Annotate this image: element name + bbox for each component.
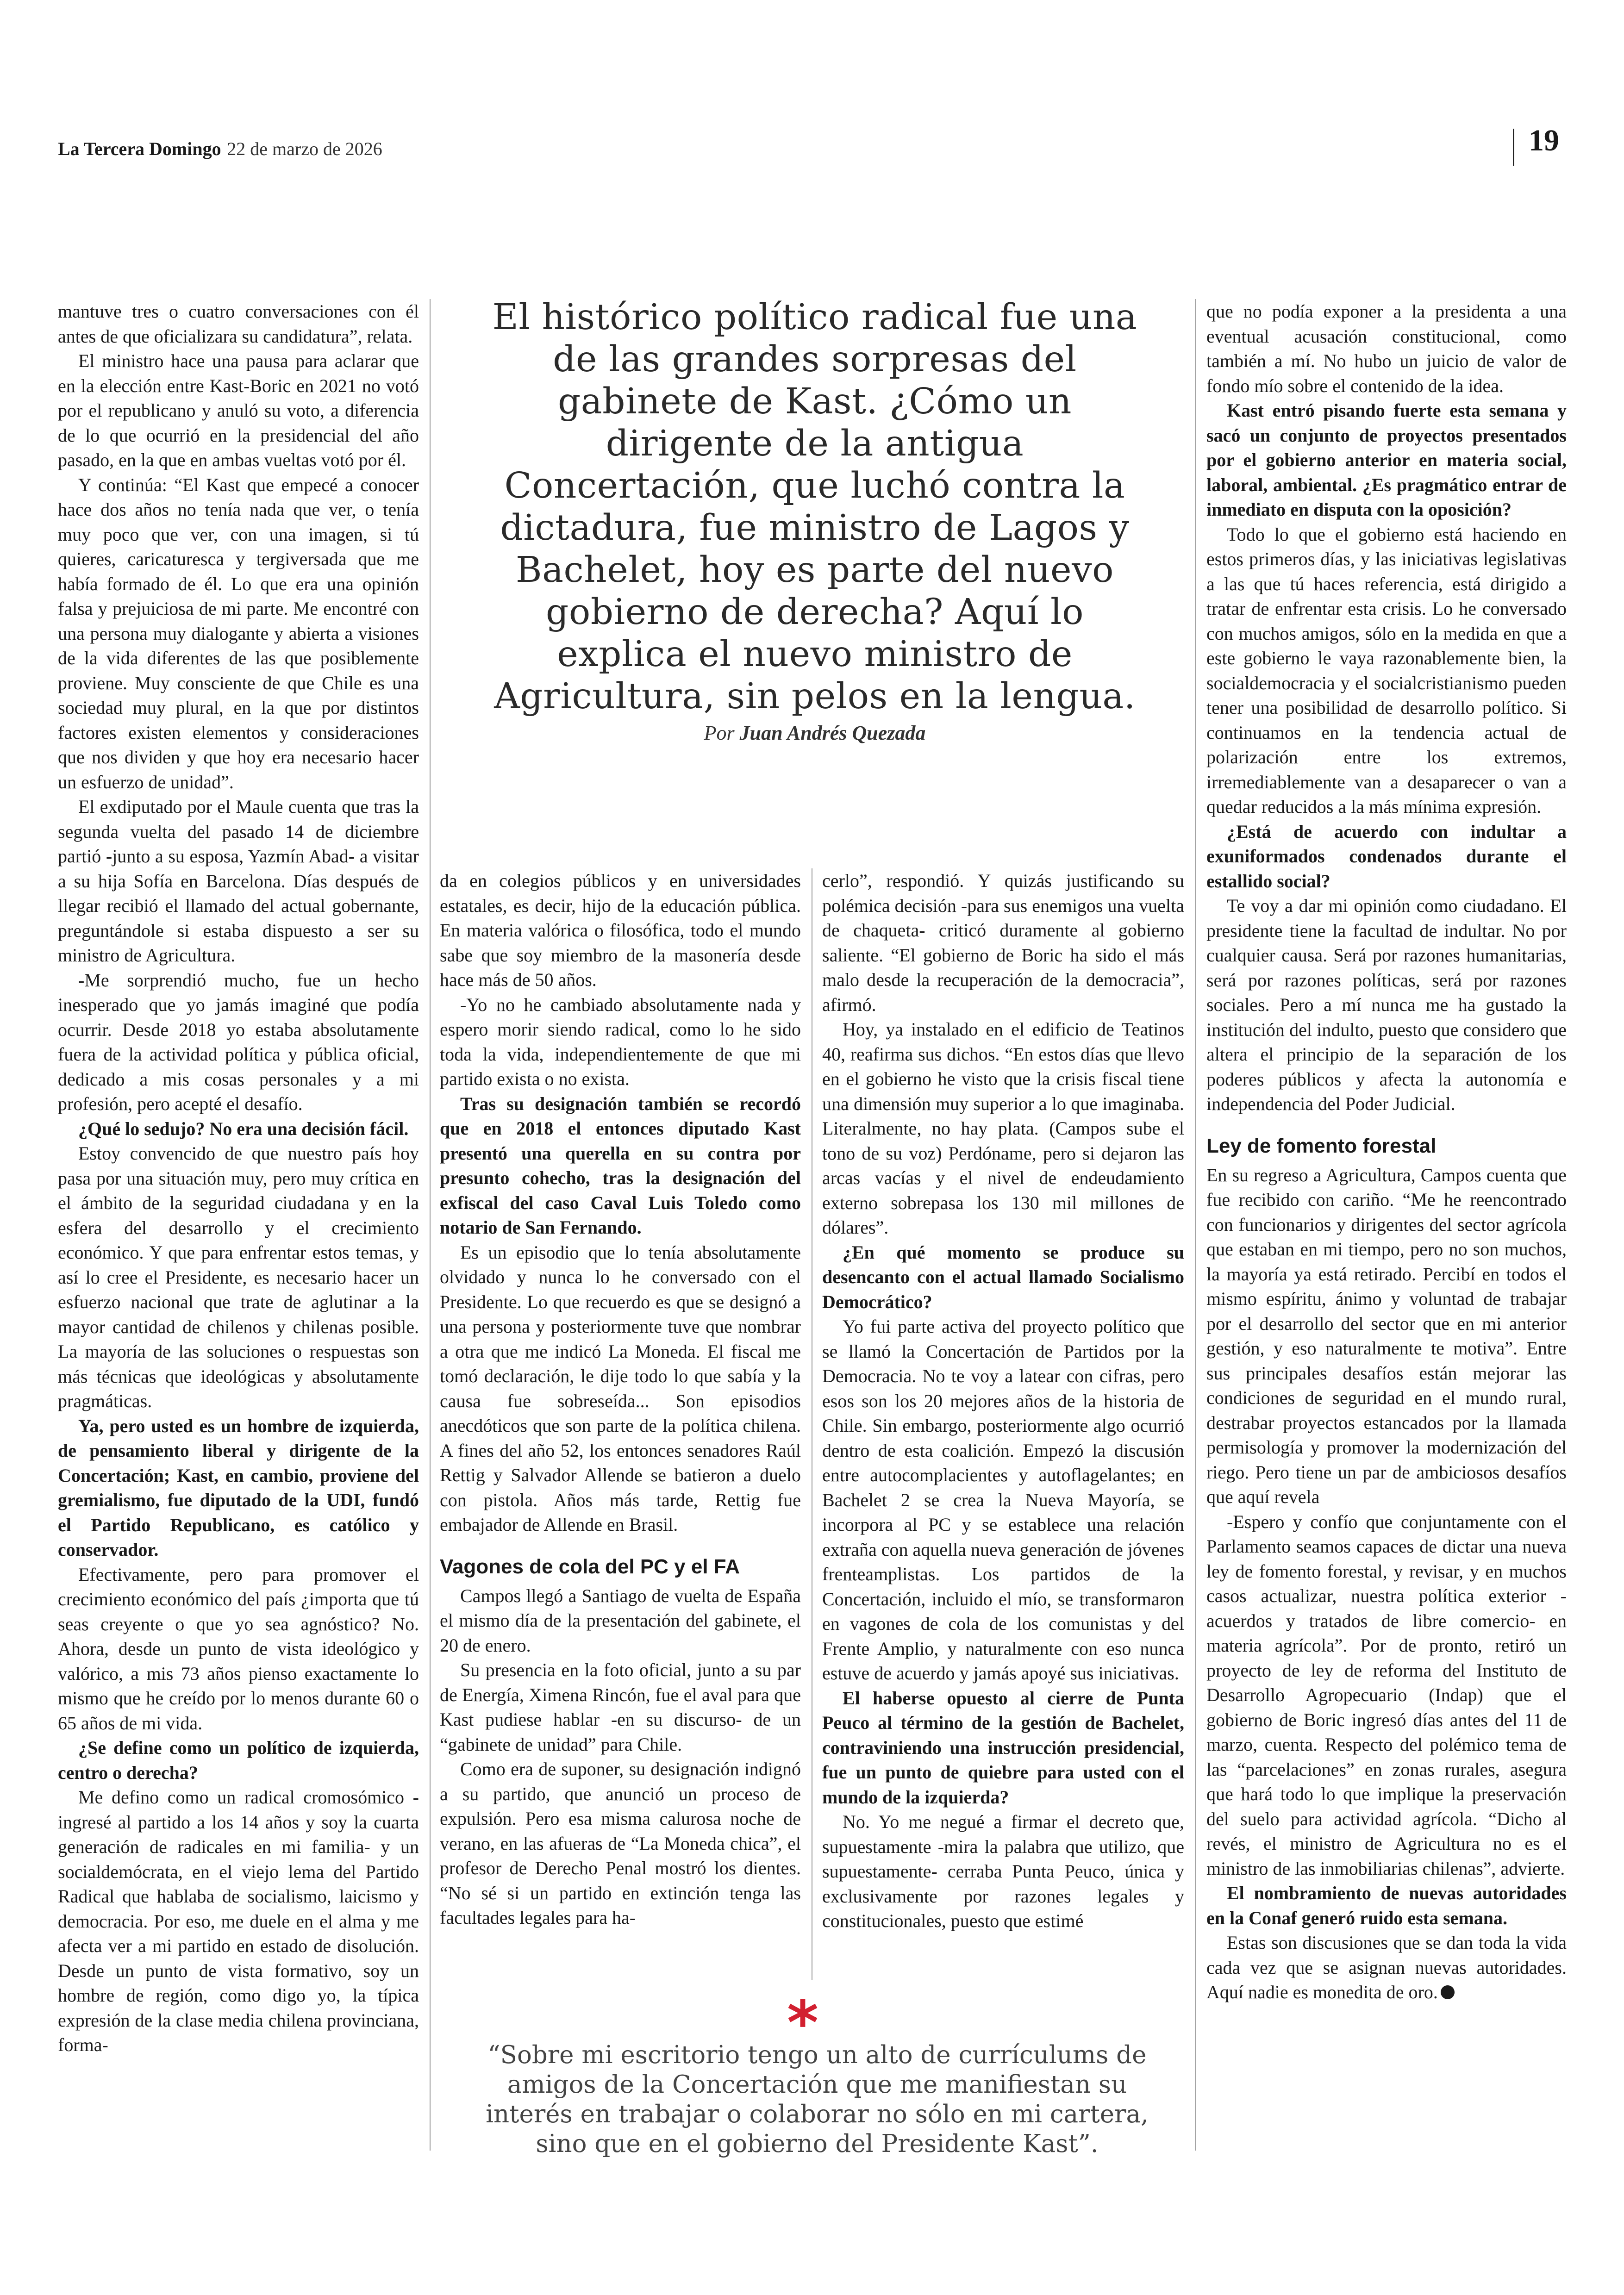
pull-quote: “Sobre mi escritorio tengo un alto de currículums de amigos de la Concertación que me manifiestan su interés en trabajar o colaborar no sólo en mi cartera, sino que en el gobierno del Presidente Kast”. (486, 2041, 1149, 2158)
paragraph: Campos llegó a Santiago de vuelta de España el mismo día de la presentación del gabinete, el 20 de enero. (440, 1585, 801, 1656)
interview-question: ¿Se define como un político de izquierda, centro o derecha? (58, 1737, 419, 1783)
interview-question: ¿Está de acuerdo con indultar a exuniformados condenados durante el estallido social? (1206, 821, 1567, 892)
paragraph: Es un episodio que lo tenía absolutamente olvidado y nunca lo he conversado con el Presidente. Lo que recuerdo es que se designó a una persona y posteriormente tuve que nombrar a otra que me indicó La Moneda. El fiscal me tomó declaración, le dije todo lo que sabía y la causa fue sobreseída... Son episodios anecdóticos que son parte de la política chilena. A fines del año 52, los entonces senadores Raúl Rettig y Salvador Allende se batieron a duelo con pistola. Años más tarde, Rettig fue embajador de Allende en Brasil. (440, 1241, 801, 1535)
asterisk-icon: * (787, 1988, 818, 2058)
paragraph: Todo lo que el gobierno está haciendo en estos primeros días, y las iniciativas legislativas a las que tú haces referencia, está dirigido a tratar de enfrentar esta crisis. Lo he conversado con muchos amigos, sólo en la medida en que a este gobierno le vaya razonablemente bien, la socialdemocracia y el socialcristianismo pueden tener una posibilidad de desarrollo político. Si continuamos en la tendencia actual de polarización entre los extremos, irremediablemente van a desaparecer o van a quedar reducidos a la más mínima expresión. (1206, 524, 1567, 817)
paragraph: Y continúa: “El Kast que empecé a conocer hace dos años no tenía nada que ver, o tenía muy poco que ver, con una imagen, si tú quieres, caricaturesca y tergiversada que me había formado de él. Lo que era una opinión falsa y prejuiciosa de mi parte. Me encontré con una persona muy dialogante y abierta a visiones de la vida diferentes de las que posiblemente proviene. Muy consciente de que Chile es una sociedad muy plural, en la que por distintos factores existen elementos y consideraciones que nos dividen y que hoy era necesario hacer un esfuerzo de unidad”. (58, 474, 419, 792)
paragraph: El exdiputado por el Maule cuenta que tras la segunda vuelta del pasado 14 de diciembre partió -junto a su esposa, Yazmín Abad- a visitar a su hija Sofía en Barcelona. Días después de llegar recibió el llamado del actual gobernante, preguntándole si estaba dispuesto a ser su ministro de Agricultura. (58, 796, 419, 966)
byline-prefix: Por (704, 722, 735, 744)
article-column-4 (1206, 299, 1567, 2151)
publication-date: 22 de marzo de 2026 (227, 138, 382, 159)
interview-question: Tras su designación también se recordó que en 2018 el entonces diputado Kast presentó una querella en su contra por presunto cohecho, tras la designación del exfiscal del caso Caval Luis Toledo como notario de San Fernando. (440, 1093, 801, 1238)
interview-question: El haberse opuesto al cierre de Punta Peuco al término de la gestión de Bachelet, contraviniendo una instrucción presidencial, fue un punto de quiebre para usted con el mundo de la izquierda? (822, 1687, 1184, 1808)
interview-question: El nombramiento de nuevas autoridades en la Conaf generó ruido esta semana. (1206, 1883, 1567, 1928)
paragraph: En su regreso a Agricultura, Campos cuenta que fue recibido con cariño. “Me he reencontrado con funcionarios y dirigentes del sector agrícola que estaban en mi tiempo, pero no son muchos, la mayoría ya está retirado. Percibí en todos el mismo espíritu, ánimo y voluntad de trabajar por el desarrollo del sector que en mi anterior gestión, y eso naturalmente te motiva”. Entre sus principales desafíos están mejorar las condiciones de seguridad en el mundo rural, destrabar proyectos estancados por la llamada permisología y promover la modernización del riego. Pero tiene un par de ambiciosos desafíos que aquí revela (1206, 1164, 1567, 1507)
interview-question: Kast entró pisando fuerte esta semana y sacó un conjunto de proyectos presentados por el gobierno anterior en materia social, laboral, ambiental. ¿Es pragmático entrar de inmediato en disputa con la oposición? (1206, 400, 1567, 520)
end-of-article-icon (1441, 1985, 1455, 1999)
page-number-divider (1513, 129, 1514, 166)
paragraph (1206, 1930, 1567, 2005)
paragraph: que no podía exponer a la presidenta a una eventual acusación constitucional, como también a mí. No hubo un juicio de valor de fondo mío sobre el contenido de la idea. (1206, 301, 1567, 396)
column-divider (430, 299, 431, 2151)
section-heading: Vagones de cola del PC y el FA (440, 1555, 740, 1578)
page-number: 19 (1529, 124, 1559, 157)
paragraph: El ministro hace una pausa para aclarar que en la elección entre Kast-Boric en 2021 no votó por el republicano y anuló su voto, a diferencia de lo que ocurrió en la presidencial del año pasado, en la que en ambas vueltas votó por él. (58, 350, 419, 470)
publication-name: La Tercera Domingo (58, 138, 221, 159)
paragraph: da en colegios públicos y en universidades estatales, es decir, hijo de la educación pública. En materia valórica o filosófica, todo el mundo sabe que soy miembro de la masonería desde hace más de 50 años. (440, 870, 801, 990)
paragraph: -Yo no he cambiado absolutamente nada y espero morir siendo radical, como lo he sido toda la vida, independientemente de que mi partido exista o no exista. (440, 994, 801, 1089)
paragraph: Me defino como un radical cromosómico -ingresé al partido a los 14 años y soy la cuarta generación de radicales en mi familia- y un socialdemócrata, en el viejo lema del Partido Radical que hablaba de socialismo, laicismo y democracia. Por eso, me duele en el alma y me afecta ver a mi partido en estado de disolución. Desde un punto de vista formativo, soy un hombre de región, como digo yo, la típica expresión de la clase media chilena provinciana, forma- (58, 1787, 419, 2055)
section-heading: Ley de fomento forestal (1206, 1134, 1437, 1157)
byline (481, 721, 1148, 745)
article-column-2 (440, 868, 801, 1980)
article-column-3 (822, 868, 1184, 1980)
interview-question: ¿Qué lo sedujo? No era una decisión fácil. (78, 1118, 409, 1139)
interview-question: ¿En qué momento se produce su desencanto con el actual llamado Socialismo Democrático? (822, 1241, 1184, 1312)
paragraph: cerlo”, respondió. Y quizás justificando su polémica decisión -para sus enemigos una vuelta de chaqueta- criticó duramente al gobierno saliente. “El gobierno de Boric ha sido el más malo desde la recuperación de la democracia”, afirmó. (822, 870, 1184, 1015)
paragraph: Te voy a dar mi opinión como ciudadano. El presidente tiene la facultad de indultar. No por cualquier causa. Será por razones humanitarias, será por razones políticas, será por razones sociales. Pero a mí nunca me ha gustado la institución del indulto, puesto que considero que altera el principio de la separación de los poderes públicos y afecta la autonomía e independencia del Poder Judicial. (1206, 895, 1567, 1114)
paragraph: -Espero y confío que conjuntamente con el Parlamento seamos capaces de dictar una nueva ley de fomento forestal, y revisar, y en muchos casos actualizar, nuestra política exterior -acuerdos y tratados de libre comercio- en materia agrícola”. Por de pronto, retiró un proyecto de ley de reforma del Instituto de Desarrollo Agropecuario (Indap) que el gobierno de Boric ingresó días antes del 11 de marzo, cuenta. Respecto del polémico tema de las “parcelaciones” en zonas rurales, asegura que hará todo lo que implique la preservación del suelo para actividad agrícola. “Dicho al revés, el ministro de Agricultura no es el ministro de las inmobiliarias chilenas”, advierte. (1206, 1511, 1567, 1879)
paragraph: No. Yo me negué a firmar el decreto que, supuestamente -mira la palabra que utilizo, que supuestamente- cerraba Punta Peuco, única y exclusivamente por razones legales y constitucionales, puesto que estimé (822, 1811, 1184, 1931)
paragraph: Como era de suponer, su designación indignó a su partido, que anunció un proceso de expulsión. Pero esa misma calurosa noche de verano, en las afueras de “La Moneda chica”, el profesor de Derecho Penal mostró los dientes. “No sé si un partido en extinción tenga las facultades legales para ha- (440, 1759, 801, 1928)
paragraph: Hoy, ya instalado en el edificio de Teatinos 40, reafirma sus dichos. “En estos días que llevo en el gobierno he visto que la crisis fiscal tiene una dimensión muy superior a lo que imaginaba. Literalmente, no hay plata. (Campos sube el tono de su voz) Perdóname, pero si dejaron las arcas vacías y el nivel de endeudamiento externo sobrepasa los 130 mil millones de dólares”. (822, 1019, 1184, 1238)
paragraph: mantuve tres o cuatro conversaciones con él antes de que oficializara su candidatura”, relata. (58, 301, 419, 347)
paragraph: Estoy convencido de que nuestro país hoy pasa por una situación muy, pero muy crítica en el ámbito de la seguridad ciudadana y en la esfera del desarrollo y el crecimiento económico. Y que para enfrentar estos temas, y así lo cree el Presidente, es necesario hacer un esfuerzo nacional que trate de aglutinar a la mayor cantidad de chilenos y chilenas posible. La mayoría de las soluciones o respuestas son más técnicas que ideológicas y absolutamente pragmáticas. (58, 1143, 419, 1411)
paragraph: -Me sorprendió mucho, fue un hecho inesperado que yo jamás imaginé que podía ocurrir. Desde 2018 yo estaba absolutamente fuera de la actividad política y pública oficial, dedicado a mis cosas personales y a mi profesión, pero acepté el desafío. (58, 969, 419, 1114)
column-divider (1195, 299, 1196, 2151)
paragraph: Yo fui parte activa del proyecto político que se llamó la Concertación de Partidos por la Democracia. No te voy a latear con cifras, pero esos son los 20 mejores años de la historia de Chile. Sin embargo, posteriormente algo ocurrió dentro de esta coalición. Empezó la discusión entre autocomplacientes y autoflagelantes; en Bachelet 2 se crea la Nueva Mayoría, se incorpora al PC y se establece una relación extraña con aquella nueva generación de jóvenes frenteamplistas. Los partidos de la Concertación, incluido el mío, se transformaron en vagones de cola de los comunistas y del Frente Amplio, y naturalmente con eso nunca estuve de acuerdo y jamás apoyé sus iniciativas. (822, 1316, 1184, 1684)
closing-text: Estas son discusiones que se dan toda la vida cada vez que se asignan nuevas autoridades. Aquí nadie es monedita de oro. (1206, 1932, 1567, 2002)
paragraph: Efectivamente, pero para promover el crecimiento económico del país ¿importa que tú seas creyente o que yo sea agnóstico? No. Ahora, desde un punto de vista ideológico y valórico, a mis 73 años pienso exactamente lo mismo que he creído por lo menos durante 60 o 65 años de mi vida. (58, 1564, 419, 1734)
byline-author: Juan Andrés Quezada (739, 722, 926, 744)
article-intro: El histórico político radical fue una de las grandes sorpresas del gabinete de Kast. ¿Cómo un dirigente de la antigua Concertación, que luchó contra la dictadura, fue ministro de Lagos y Bachelet, hoy es parte del nuevo gobierno de derecha? Aquí lo explica el nuevo ministro de Agricultura, sin pelos en la lengua. (492, 297, 1137, 717)
paragraph: Su presencia en la foto oficial, junto a su par de Energía, Ximena Rincón, fue el aval para que Kast pudiese hablar -en su discurso- de un “gabinete de unidad” para Chile. (440, 1659, 801, 1755)
article-column-1 (58, 299, 419, 2151)
masthead (58, 138, 382, 160)
interview-question: Ya, pero usted es un hombre de izquierda, de pensamiento liberal y dirigente de la Concertación; Kast, en cambio, proviene del gremialismo, fue diputado de la UDI, fundó el Partido Republicano, es católico y conservador. (58, 1415, 419, 1560)
